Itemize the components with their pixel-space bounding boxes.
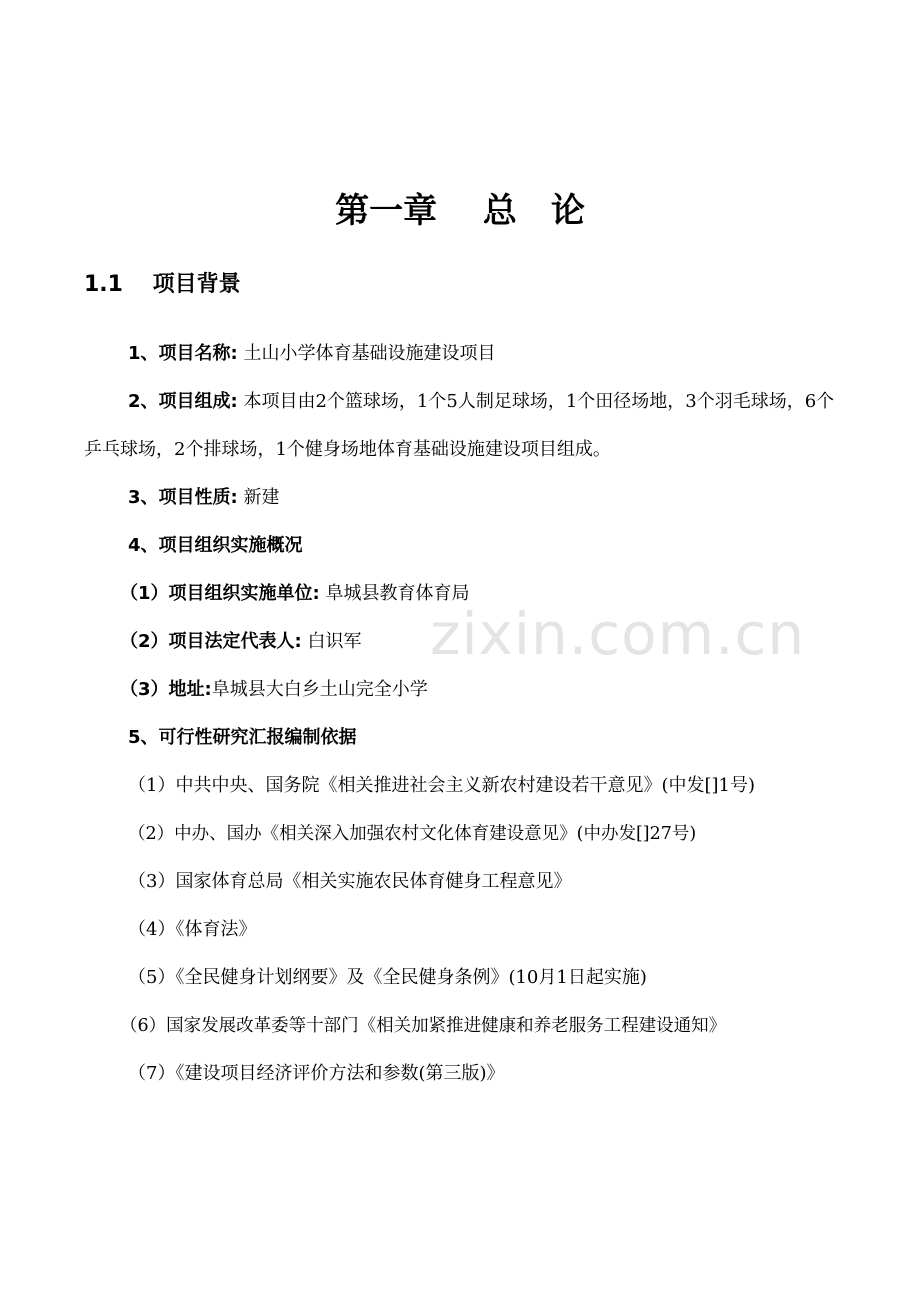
basis-item: （3）国家体育总局《相关实施农民体育健身工程意见》 — [128, 871, 572, 892]
item-label: 5、可行性研究汇报编制依据 — [128, 727, 357, 748]
basis-item: （2）中办、国办《相关深入加强农村文化体育建设意见》(中办发[]27号) — [128, 824, 697, 844]
item-label: 1、项目名称: — [128, 343, 238, 364]
item-value: 本项目由2个篮球场，1个5人制足球场，1个田径场地，3个羽毛球场，6个乒乓球场，2个排球场，1个健身场地体育基础设施建设项目组成。 — [84, 391, 835, 460]
basis-item: （4）《体育法》 — [128, 919, 257, 940]
chapter-title: 第一章 总 论 — [335, 191, 585, 231]
basis-item: （6）国家发展改革委等十部门《相关加紧推进健康和养老服务工程建设通知》 — [120, 1016, 727, 1036]
item-label: （3）地址: — [120, 679, 212, 700]
watermark: zixin.com.cn — [430, 600, 806, 668]
item-value: 阜城县教育体育局 — [325, 583, 470, 604]
section-title: 1.1 项目背景 — [84, 272, 241, 297]
item-address — [84, 666, 836, 714]
item-organization-heading — [84, 522, 836, 570]
basis-item: （5）《全民健身计划纲要》及《全民健身条例》(10月1日起实施) — [128, 967, 647, 988]
item-label: 4、项目组织实施概况 — [128, 535, 303, 556]
item-value: 土山小学体育基础设施建设项目 — [243, 343, 496, 364]
item-project-name — [84, 330, 836, 378]
item-label: 2、项目组成: — [128, 391, 238, 412]
item-label: （1）项目组织实施单位: — [120, 583, 320, 604]
item-value: 新建 — [243, 487, 280, 508]
basis-item: （7）《建设项目经济评价方法和参数(第三版)》 — [128, 1063, 505, 1084]
item-label: 3、项目性质: — [128, 487, 238, 508]
item-value: 白识军 — [307, 631, 362, 652]
item-label: （2）项目法定代表人: — [120, 631, 302, 652]
item-implementing-unit — [84, 570, 836, 618]
item-basis-heading — [84, 714, 836, 762]
item-value: 阜城县大白乡土山完全小学 — [211, 679, 428, 700]
basis-item: （1）中共中央、国务院《相关推进社会主义新农村建设若干意见》(中发[]1号) — [128, 775, 755, 796]
item-legal-representative — [84, 618, 836, 666]
item-project-nature — [84, 474, 836, 522]
item-project-composition — [84, 378, 836, 474]
document-body — [84, 330, 836, 1098]
